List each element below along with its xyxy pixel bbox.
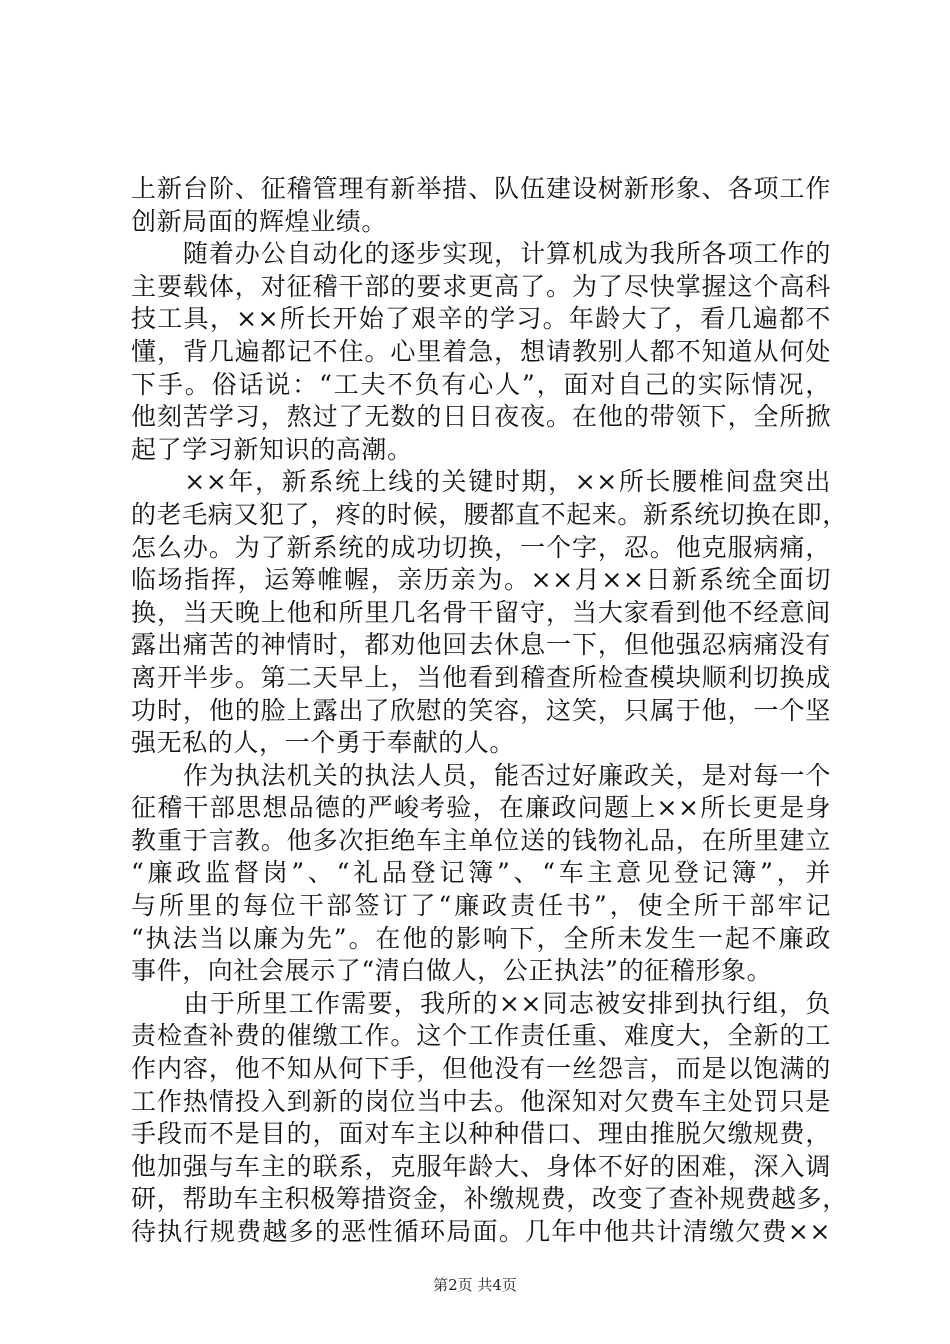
text-line: 换，当天晚上他和所里几名骨干留守，当大家看到他不经意间 (131, 597, 831, 627)
text-line: 的老毛病又犯了，疼的时候，腰都直不起来。新系统切换在即， (131, 499, 848, 529)
paragraph (131, 988, 848, 1249)
text-line: 懂，背几遍都记不住。心里着急，想请教别人都不知道从何处 (131, 336, 831, 366)
text-line: 工作热情投入到新的岗位当中去。他深知对欠费车主处罚只是 (131, 1086, 831, 1116)
text-line: 临场指挥，运筹帷幄，亲历亲为。××月××日新系统全面切 (131, 565, 831, 595)
text-line: 离开半步。第二天早上，当他看到稽查所检查模块顺利切换成 (131, 662, 831, 692)
paragraph (131, 238, 831, 466)
text-line: 教重于言教。他多次拒绝车主单位送的钱物礼品，在所里建立 (131, 825, 831, 855)
text-line: 露出痛苦的神情时，都劝他回去休息一下，但他强忍病痛没有 (131, 630, 831, 660)
paragraph (131, 173, 831, 238)
text-line: 上新台阶、征稽管理有新举措、队伍建设树新形象、各项工作 (131, 174, 831, 203)
text-line: 手段而不是目的，面对车主以种种借口、理由推脱欠缴规费， (131, 1119, 831, 1149)
text-line: 征稽干部思想品德的严峻考验，在廉政问题上××所长更是身 (131, 793, 831, 823)
text-line: 责检查补费的催缴工作。这个工作责任重、难度大，全新的工 (131, 1021, 831, 1051)
paragraph (131, 466, 848, 759)
text-line: 主要载体，对征稽干部的要求更高了。为了尽快掌握这个高科 (131, 271, 831, 301)
text-line: “执法当以廉为先”。在他的影响下，全所未发生一起不廉政 (131, 923, 831, 953)
text-line: 与所里的每位干部签订了“廉政责任书”，使全所干部牢记 (131, 891, 831, 921)
text-line: 作内容，他不知从何下手，但他没有一丝怨言，而是以饱满的 (131, 1054, 831, 1084)
text-line: 事件，向社会展示了“清白做人，公正执法”的征稽形象。 (131, 956, 773, 986)
text-line: 他加强与车主的联系，克服年龄大、身体不好的困难，深入调 (131, 1151, 831, 1181)
text-line: “廉政监督岗”、“礼品登记簿”、“车主意见登记簿”，并 (131, 858, 831, 888)
text-line: 起了学习新知识的高潮。 (131, 434, 413, 464)
text-line: 创新局面的辉煌业绩。 (131, 206, 388, 236)
text-line: 作为执法机关的执法人员，能否过好廉政关，是对每一个 (131, 760, 831, 790)
document-body (131, 173, 848, 1249)
paragraph (131, 760, 831, 988)
text-line: ××年，新系统上线的关键时期，××所长腰椎间盘突出 (131, 467, 831, 497)
text-line: 随着办公自动化的逐步实现，计算机成为我所各项工作的 (131, 239, 831, 269)
text-line: 功时，他的脸上露出了欣慰的笑容，这笑，只属于他，一个坚 (131, 695, 831, 725)
text-line: 怎么办。为了新系统的成功切换，一个字，忍。他克服病痛， (131, 532, 831, 562)
text-line: 他刻苦学习，熬过了无数的日日夜夜。在他的带领下，全所掀 (131, 402, 831, 432)
page-footer: 第2页 共4页 (433, 1276, 517, 1294)
text-line: 待执行规费越多的恶性循环局面。几年中他共计清缴欠费×× (131, 1217, 831, 1246)
text-line: 由于所里工作需要，我所的××同志被安排到执行组，负 (131, 988, 831, 1018)
text-line: 技工具，××所长开始了艰辛的学习。年龄大了，看几遍都不 (131, 304, 831, 334)
text-line: 强无私的人，一个勇于奉献的人。 (131, 728, 516, 758)
text-line: 下手。俗话说：“工夫不负有心人”，面对自己的实际情况， (131, 369, 831, 399)
text-line: 研，帮助车主积极筹措资金，补缴规费，改变了查补规费越多， (131, 1184, 848, 1214)
